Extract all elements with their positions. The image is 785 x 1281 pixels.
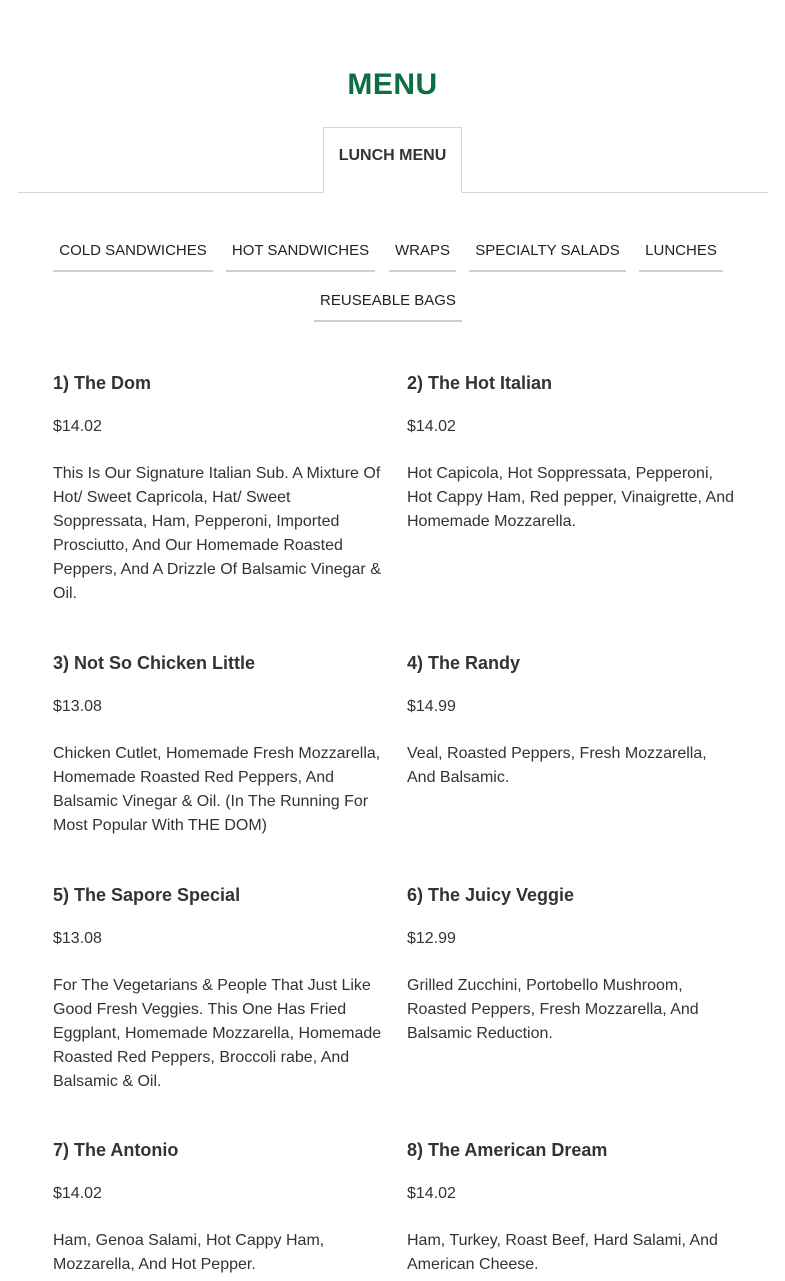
menu-item (53, 1137, 383, 1277)
main-tab-bar (18, 127, 768, 193)
menu-item (407, 650, 737, 790)
menu-item-description: Ham, Genoa Salami, Hot Cappy Ham, Mozzarella, And Hot Pepper. (53, 1232, 325, 1273)
menu-item (53, 370, 383, 606)
menu-item-name: 7) The Antonio (53, 1140, 179, 1160)
menu-item-name: 1) The Dom (53, 373, 152, 393)
menu-item-name: 3) Not So Chicken Little (53, 653, 256, 673)
tab-lunch-menu[interactable]: LUNCH MENU (323, 127, 462, 193)
menu-item-description: Chicken Cutlet, Homemade Fresh Mozzarella, Homemade Roasted Red Peppers, And Balsamic Vinegar & Oil. (In The Running For Most Popular With THE DOM) (53, 745, 381, 834)
category-tab-lunches[interactable]: LUNCHES (639, 232, 723, 272)
menu-item-price: $12.99 (407, 930, 456, 947)
category-tab-wraps[interactable]: WRAPS (389, 232, 456, 272)
menu-item (53, 650, 383, 838)
category-tab-specialty-salads[interactable]: SPECIALTY SALADS (469, 232, 626, 272)
menu-item-price: $14.02 (407, 1185, 456, 1202)
menu-item-description: Ham, Turkey, Roast Beef, Hard Salami, And American Cheese. (407, 1232, 718, 1273)
menu-item-price: $14.99 (407, 698, 456, 715)
menu-item-description: Grilled Zucchini, Portobello Mushroom, Roasted Peppers, Fresh Mozzarella, And Balsamic Reduction. (407, 977, 699, 1042)
menu-item-name: 4) The Randy (407, 653, 521, 673)
menu-item-description: Veal, Roasted Peppers, Fresh Mozzarella, And Balsamic. (407, 745, 707, 786)
menu-item-name: 5) The Sapore Special (53, 885, 241, 905)
menu-item-description: For The Vegetarians & People That Just Like Good Fresh Veggies. This One Has Fried Eggplant, Homemade Mozzarella, Homemade Roasted Red Peppers, Broccoli rabe, And Balsamic & Oil. (53, 977, 382, 1090)
menu-item (407, 1137, 737, 1277)
menu-item-name: 2) The Hot Italian (407, 373, 553, 393)
menu-item-price: $13.08 (53, 698, 102, 715)
menu-item-description: Hot Capicola, Hot Soppressata, Pepperoni, Hot Cappy Ham, Red pepper, Vinaigrette, And Homemade Mozzarella. (407, 465, 735, 530)
menu-item-name: 8) The American Dream (407, 1140, 608, 1160)
menu-item-price: $14.02 (407, 418, 456, 435)
menu-item (407, 370, 737, 534)
category-tab-reuseable-bags[interactable]: REUSEABLE BAGS (314, 282, 462, 322)
category-tab-hot-sandwiches[interactable]: HOT SANDWICHES (226, 232, 375, 272)
menu-item-price: $13.08 (53, 930, 102, 947)
menu-item (53, 882, 383, 1094)
menu-item-description: This Is Our Signature Italian Sub. A Mixture Of Hot/ Sweet Capricola, Hat/ Sweet Soppressata, Ham, Pepperoni, Imported Prosciutto, And Our Homemade Roasted Peppers, And A Drizzle Of Balsamic Vinegar & Oil. (53, 465, 381, 602)
category-tab-cold-sandwiches[interactable]: COLD SANDWICHES (53, 232, 213, 272)
menu-item-name: 6) The Juicy Veggie (407, 885, 575, 905)
menu-item-price: $14.02 (53, 418, 102, 435)
menu-item-price: $14.02 (53, 1185, 102, 1202)
page-title: MENU (347, 68, 438, 101)
menu-item (407, 882, 737, 1046)
